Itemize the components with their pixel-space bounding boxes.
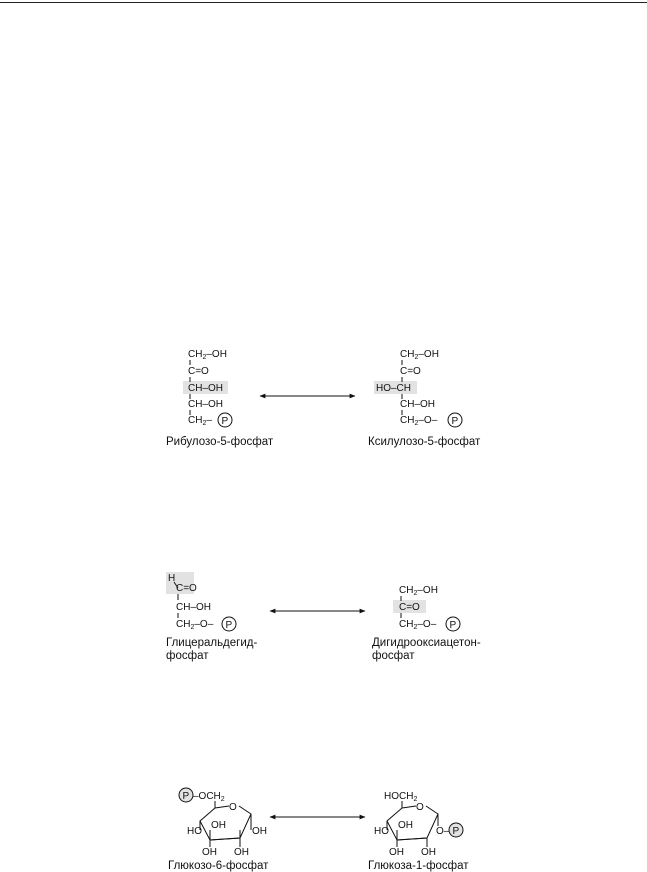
r1l-c3: CH–OH	[188, 383, 224, 394]
r2l-c3: $CH_2-O-$	[176, 619, 214, 631]
glyceraldehyde-name-1: Глицеральдегид-	[166, 637, 258, 649]
glucose-1-phosphate	[368, 791, 469, 872]
r3r-oh-bottom2: OH	[421, 847, 436, 858]
r3l-ho-left: HO	[187, 826, 202, 837]
glucose-6-phosphate	[168, 788, 269, 872]
phosphate-label: P	[182, 791, 190, 802]
r2l-c2: CH–OH	[176, 602, 212, 613]
r1l-c4: CH–OH	[188, 399, 224, 410]
dhap-name-2: фосфат	[372, 650, 415, 662]
r2r-c1: $CH_2-OH$	[399, 585, 438, 597]
r1r-c2: C=O	[400, 366, 421, 377]
r1l-c2: C=O	[188, 366, 209, 377]
r1l-c5: $CH_2-$	[188, 415, 212, 427]
xylulose-5-phosphate	[368, 349, 481, 448]
r3r-ho-left: HO	[374, 826, 389, 837]
r1r-c3: HO–CH	[376, 383, 412, 394]
xylulose-name: Ксилулозо-5-фосфат	[368, 436, 481, 448]
r1r-c5: $CH_2-O-$	[400, 415, 438, 427]
r3l-och2: $-OCH_2$	[193, 791, 225, 803]
r3r-oh-top: OH	[398, 820, 413, 831]
r3r-o-right: O–	[436, 826, 450, 837]
ribulose-name: Рибулозо-5-фосфат	[166, 436, 274, 448]
phosphate-label: P	[225, 620, 233, 631]
ring-oxygen: O	[416, 802, 424, 813]
phosphate-label: P	[451, 416, 459, 427]
r3l-oh-top1: OH	[211, 820, 226, 831]
phosphate-label: P	[221, 416, 229, 427]
r3l-oh-right: OH	[252, 826, 267, 837]
r3r-oh-bottom1: OH	[389, 847, 404, 858]
r3l-oh-bottom2: OH	[234, 847, 249, 858]
dhap-name-1: Дигидрооксиацетон-	[372, 637, 481, 649]
r3r-hoch2: $HOCH_2$	[384, 791, 418, 803]
phosphate-label: P	[452, 826, 460, 837]
glucose-1-name: Глюкоза-1-фосфат	[368, 860, 469, 872]
ribulose-5-phosphate	[166, 349, 274, 448]
phosphate-label: P	[449, 620, 457, 631]
r2l-h: H	[168, 573, 176, 584]
glyceraldehyde-phosphate	[166, 572, 257, 662]
glucose-6-name: Глюкозо-6-фосфат	[168, 860, 269, 872]
glyceraldehyde-name-2: фосфат	[166, 650, 209, 662]
r1r-c1: $CH_2-OH$	[400, 349, 439, 361]
r2l-c1: C=O	[176, 583, 197, 594]
r1r-c4: CH–OH	[400, 399, 436, 410]
r2r-c3: $CH_2-O-$	[399, 619, 437, 631]
ring-oxygen: O	[229, 802, 237, 813]
r1l-c1: $CH_2-OH$	[188, 349, 227, 361]
dihydroxyacetone-phosphate	[372, 585, 481, 662]
r3l-oh-bottom1: OH	[202, 847, 217, 858]
r2r-c2: C=O	[399, 602, 420, 613]
